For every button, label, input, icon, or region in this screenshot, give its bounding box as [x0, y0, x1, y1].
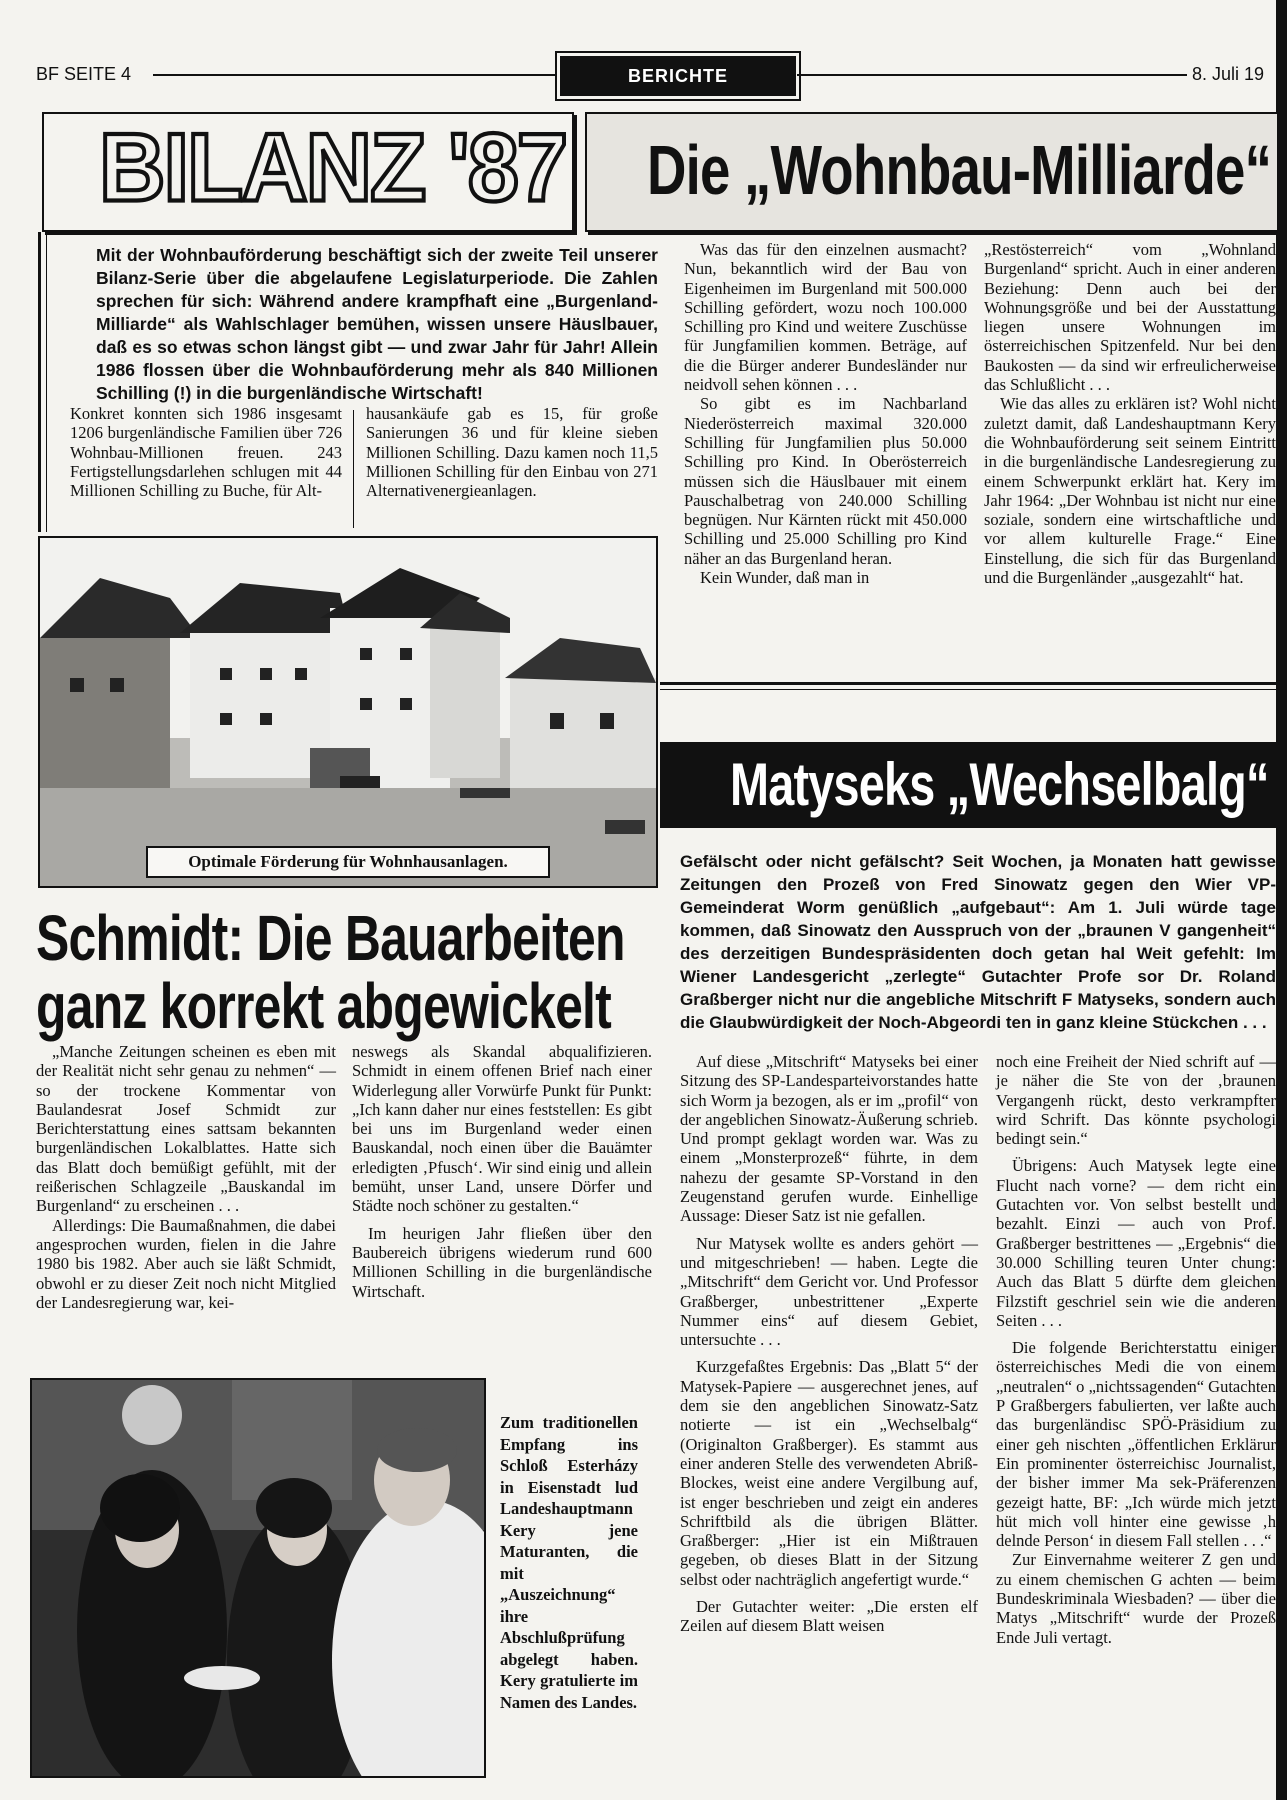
paragraph: „Manche Zeitungen scheinen es eben mit der Realität nicht sehr genau zu nehmen“ — so der trockene Kommentar von Baulandesrat Josef Schmidt zur Berichterstattung eines sattsam bekannten burgenländischen Lokalblattes. Hatte sich das Blatt doch bemüßigt gefühlt, mit der reißerischen Schlagzeile „Bauskandal im Burgenland“ zu erscheinen . . .	[36, 1042, 336, 1216]
bilanz-col3	[684, 240, 967, 587]
bilanz-col1	[70, 404, 342, 500]
paragraph: „Restösterreich“ vom „Wohnland Burgenland“ spricht. Auch in einer anderen Beziehung: Denn auch bei der Wohnungsgröße und bei der Ausstattung liegen unsere Wohnungen im österreichischen Spitzenfeld. Nur bei den Baukosten — da sind wir erfreulicherweise das Schlußlicht . . .	[984, 240, 1276, 395]
bilanz-lead: Mit der Wohnbauförderung beschäftigt sich der zweite Teil unserer Bilanz-Serie über die abgelaufene Legislaturperiode. Die Zahlen sprechen für sich: Während andere krampfhaft eine „Burgenland-Milliarde“ als Wahlschlager bemühen, wissen unsere Häuslbauer, daß es so etwas schon längst gibt — und zwar Jahr für Jahr! Allein 1986 flossen über die Wohnbauförderung mehr als 840 Millionen Schilling (!) in die burgenländische Wirtschaft!	[96, 245, 658, 403]
page-edge	[1276, 0, 1287, 1800]
wohnbau-headline: Die „Wohnbau-Milliarde“	[647, 131, 1272, 209]
matysek-headline-bar	[660, 742, 1276, 828]
reception-photo	[30, 1378, 486, 1778]
matysek-col1	[680, 1052, 978, 1636]
paragraph: Zur Einvernahme weiterer Z gen und zu einem chemischen G achten — beim Bundeskriminala Wiesbaden? — über die Matys „Mitschrift“ wurde der Prozeß Ende Juli vertagt.	[996, 1550, 1276, 1647]
housing-photo-image	[40, 538, 656, 886]
bilanz-col4	[984, 240, 1276, 587]
paragraph: Konkret konnten sich 1986 insgesamt 1206 burgenländische Familien über 726 Wohnbau-Millionen freuen. 243 Fertigstellungsdarlehen schlugen mit 44 Millionen Schilling zu Buche, für Alt-	[70, 404, 342, 501]
issue-date: 8. Juli 19	[1192, 64, 1265, 84]
housing-photo-caption: Optimale Förderung für Wohnhausanlagen.	[146, 846, 550, 878]
section-divider	[660, 682, 1276, 685]
page-number: BF SEITE 4	[36, 64, 132, 84]
paragraph: Allerdings: Die Baumaßnahmen, die dabei angesprochen wurden, fielen in die Jahre 1980 bis 1982. Aber auch sie läßt Schmidt, obwohl er zu dieser Zeit noch nicht Mitglied der Landesregierung war, kei-	[36, 1215, 336, 1312]
paragraph: Kein Wunder, daß man in	[700, 568, 870, 588]
schmidt-headline-line1: Schmidt: Die Bauarbeiten	[36, 902, 625, 974]
bilanz-col2	[366, 404, 658, 500]
reception-photo-image	[32, 1380, 484, 1776]
reception-caption	[500, 1412, 638, 1713]
paragraph: hausankäufe gab es 15, für große Sanierungen 36 und für kleine sieben Millionen Schilling. Dazu kamen noch 11,5 Millionen Schilling für den Einbau von 271 Alternativenergieanlagen.	[366, 404, 658, 501]
paragraph: Übrigens: Auch Matysek legte eine Flucht nach vorne? — dem richt ein Gutachten vor. Von selbst bestellt und bezahlt. Einzi — auch von Prof. Graßberger bestrittenes — „Ergebnis“ die 30.000 Schilling teuren Unter chung: Auch das Blatt 5 dürfte dem gleichen Filzstift geschriel sein wie die anderen Seiten . . .	[996, 1156, 1276, 1330]
rule-v2	[46, 232, 47, 532]
section-divider-thin	[660, 689, 1276, 690]
paragraph: Kurzgefaßtes Ergebnis: Das „Blatt 5“ der Matysek-Papiere — ausgerechnet jenes, auf dem sie den angeblichen Sinowatz-Satz notierte — ist ein „Wechselbalg“ (Originalton Graßberger). Es stammt aus einer anderen Stelle des verwendeten Abriß-Blockes, weist eine andere Vergilbung auf, ist enger beschrieben und zeigt ein anderes Schriftbild als die übrigen Blätter. Graßberger: „Hier ist ein Mißtrauen gegeben, ob dieses Blatt in der Sitzung selbst oder nachträglich angefertigt wurde.“	[680, 1357, 978, 1589]
schmidt-col2	[352, 1042, 652, 1301]
schmidt-col1	[36, 1042, 336, 1312]
paragraph: neswegs als Skandal abqualifizieren. Schmidt in einem offenen Brief nach einer Widerlegung aller Vorwürfe Punkt für Punkt: „Ich kann daher nur eines feststellen: Es gibt bei uns im Burgenland weder einen Bauskandal, noch einen über die Bauämter erledigten ‚Pfusch‘. Wir sind einig und allein bemüht, unser Land, unsere Dörfer und Städte noch schöner zu gestalten.“	[352, 1042, 652, 1216]
paragraph: Die folgende Berichterstattu einiger österreichisches Medi die von einem „neutralen“ o „nichtssagenden“ Gutachten P Graßbergers fabulierten, ver laßte auch das burgenländisc SPÖ-Präsidium zu einer geh nischten „öffentlichen Erklärur Ein prominenter österreichisc Journalist, der bisher immer Ma sek-Präferenzen gezeigt hatte, BF: „Ich würde mich jetzt hüt mich voll hinter eine gewisse ‚h delnde Person‘ in diesem Fall stellen . . .“	[996, 1338, 1276, 1551]
matysek-col2	[996, 1052, 1276, 1647]
paragraph: Was das für den einzelnen ausmacht? Nun, bekanntlich wird der Bau von Eigenheimen im Burgenland mit 500.000 Schilling gefördert, wozu noch 100.000 Schilling pro Kind und weitere Zuschüsse für Jungfamilien kommen. Beträge, auf die die Bürger anderer Bundesländer nur neidvoll sehen können . . .	[684, 240, 967, 395]
paragraph: So gibt es im Nachbarland Niederösterreich maximal 320.000 Schilling für Jungfamilien plus 50.000 Schilling pro Kind. In Oberösterreich müssen sich die Häuslbauer mit einem Pauschalbetrag von 240.000 Schilling begnügen. Nur Kärnten rückt mit 450.000 Schilling und 25.000 Schilling pro Kind näher an das Burgenland heran.	[684, 394, 967, 568]
matysek-headline: Matyseks „Wechselbalg“	[730, 751, 1269, 818]
paragraph: Zum traditionellen Empfang ins Schloß Esterházy in Eisenstadt lud Landeshauptmann Kery jene Maturanten, die mit „Auszeichnung“ ihre Abschlußprüfung abgelegt haben. Kery gratulierte im Namen des Landes.	[500, 1413, 638, 1712]
paragraph: Der Gutachter weiter: „Die ersten elf Zeilen auf diesem Blatt weisen	[680, 1597, 978, 1636]
paragraph: Auf diese „Mitschrift“ Matyseks bei einer Sitzung des SP-Landesparteivorstandes hatte sich Worm ja bezogen, als er im „profil“ von der angeblichen Sinowatz-Äußerung schrieb. Und prompt geklagt worden war. Was zu einem „Monsterprozeß“ führte, in dem nahezu der gesamte SP-Vorstand in den Zeugenstand gerufen wurde. Einhellige Aussage: Dieser Satz ist nie gefallen.	[680, 1052, 978, 1226]
matysek-lead: Gefälscht oder nicht gefälscht? Seit Wochen, ja Monaten hatt gewisse Zeitungen den Prozeß von Fred Sinowatz gegen den Wier VP-Gemeinderat Worm genüßlich „aufgebaut“: Am 1. Juli würde tage kommen, daß Sinowatz den Ausspruch von der „braunen V gangenheit“ des derzeitigen Bundespräsidenten doch getan hal Weit gefehlt: Im Wiener Landesgericht „zerlegte“ Gutachter Profe sor Dr. Roland Graßberger nicht nur die angebliche Mitschrift F Matyseks, sondern auch die Glaubwürdigkeit der Noch-Abgeordi ten in ganz kleine Stückchen . . .	[680, 852, 1276, 1032]
housing-photo	[38, 536, 658, 888]
paragraph: noch eine Freiheit der Nied schrift auf — je näher die Ste von der ‚braunen Vergangenh rückt, desto verkrampfter wird Schrift. Das könnte psychologi bedingt sein.“	[996, 1052, 1276, 1149]
section-label: BERICHTE	[560, 56, 796, 96]
bilanz-logo: BILANZ '87	[99, 114, 567, 222]
paragraph: Nur Matysek wollte es anders gehört — und mitgeschrieben! — haben. Legte die „Mitschrift“ dem Gericht vor. Und Professor Graßberger, unbestrittener „Experte Nummer eins“ auf diesem Gebiet, untersuchte . . .	[680, 1233, 978, 1350]
schmidt-headline-line2: ganz korrekt abgewickelt	[36, 970, 611, 1042]
header-rule-right	[797, 74, 1187, 76]
bilanz-logo-box	[42, 112, 574, 232]
rule-v1	[38, 232, 41, 532]
paragraph: Wie das alles zu erklären ist? Wohl nicht zuletzt damit, daß Landeshauptmann Kery die Wohnbauförderung seit seinem Eintritt in die burgenländische Landesregierung zu einem Schwerpunkt erklärt hat. Kery im Jahr 1964: „Der Wohnbau ist nicht nur eine soziale, sondern eine wirtschaftliche und vor allem kulturelle Frage.“ Eine Einstellung, die sich für das Burgenland und die Burgenländer „ausgezahlt“ hat.	[984, 394, 1276, 588]
paragraph: Im heurigen Jahr fließen über den Baubereich übrigens wiederum rund 600 Millionen Schilling in die burgenländische Wirtschaft.	[352, 1223, 652, 1301]
col-rule	[353, 410, 354, 528]
header-rule-left	[153, 74, 555, 76]
wohnbau-headline-box	[585, 112, 1279, 232]
